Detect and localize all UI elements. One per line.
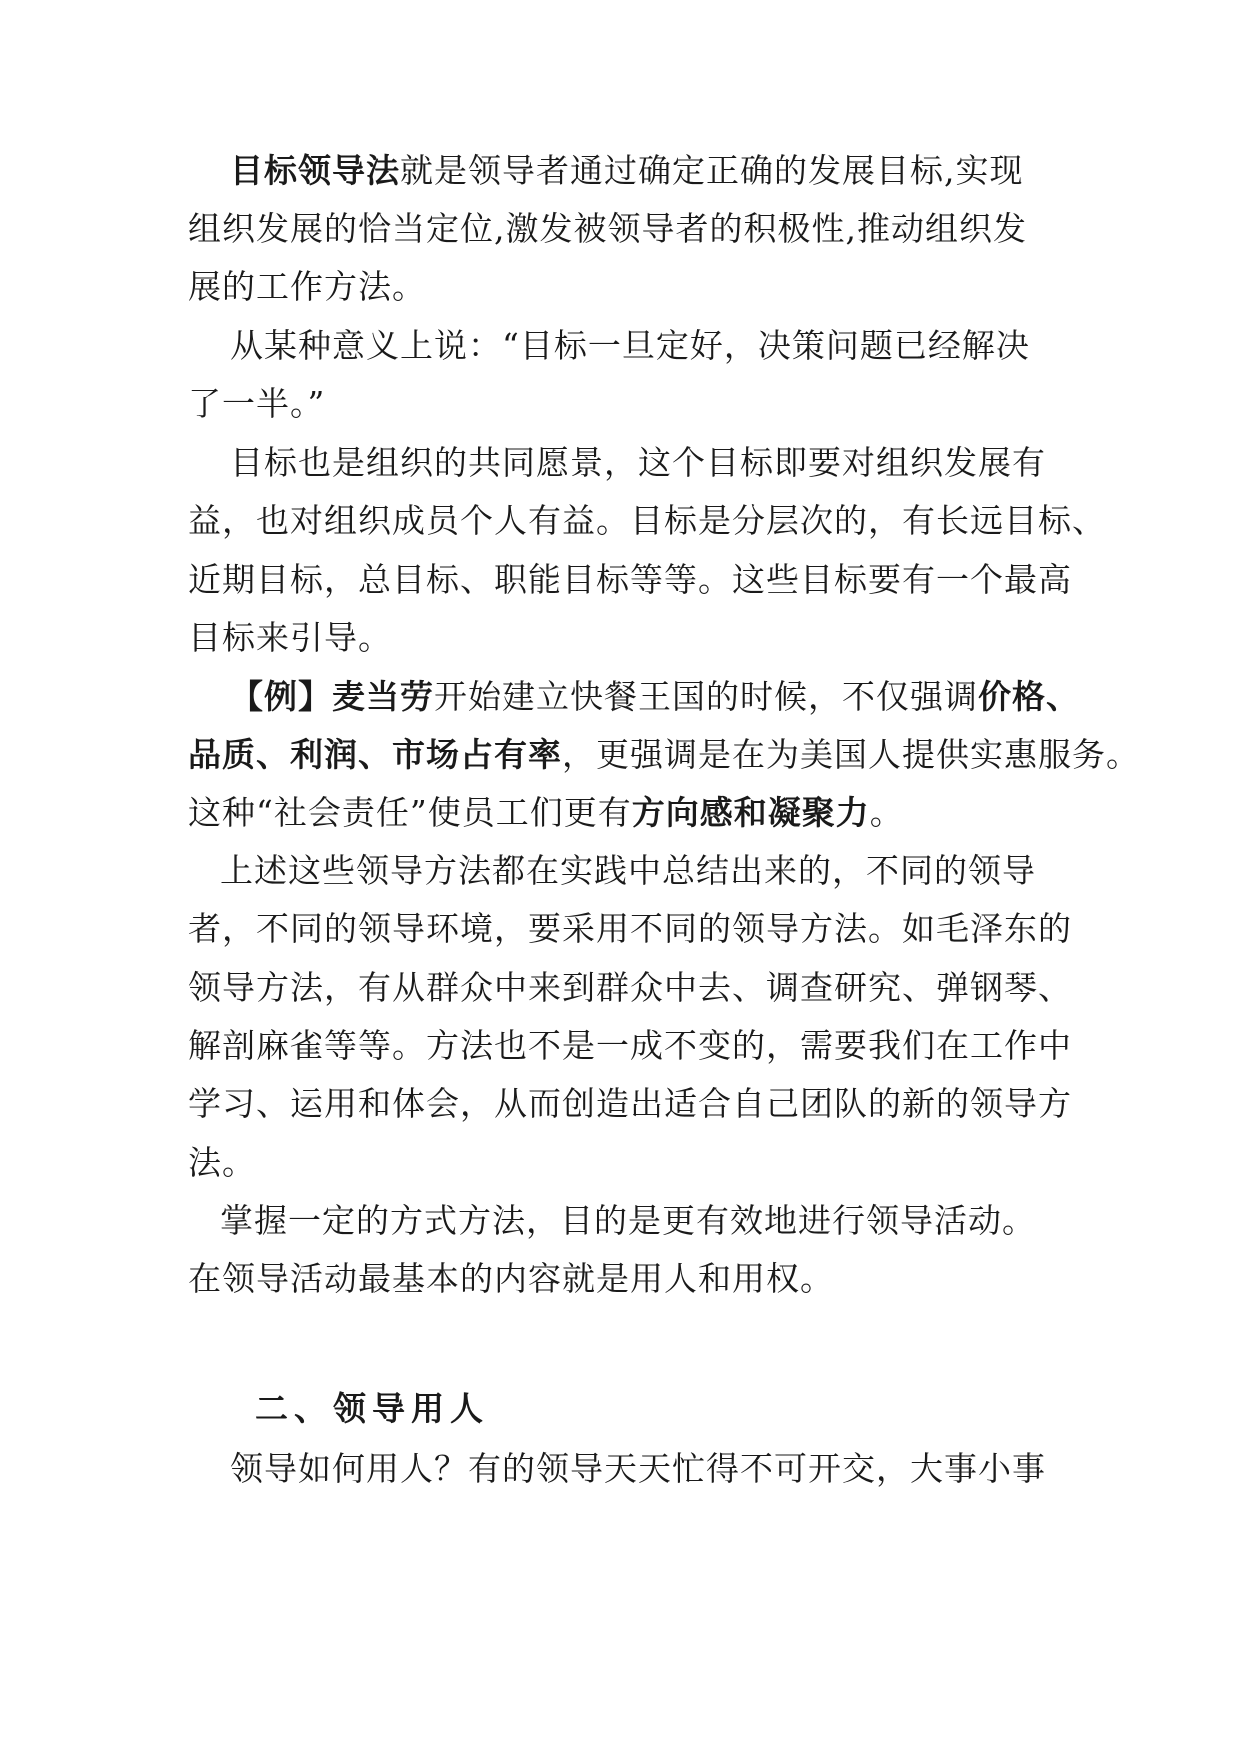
- section-heading: 二、领导用人: [255, 1389, 489, 1428]
- text-line: 在领导活动最基本的内容就是用人和用权。: [188, 1259, 834, 1298]
- text-line: 目标领导法就是领导者通过确定正确的发展目标,实现: [230, 151, 1024, 190]
- text-line: 领导方法，有从群众中来到群众中去、调查研究、弹钢琴、: [188, 968, 1072, 1007]
- text-line: 法。: [188, 1143, 256, 1182]
- example-tag: 【例】: [230, 677, 332, 716]
- text-line: 组织发展的恰当定位,激发被领导者的积极性,推动组织发: [188, 209, 1027, 248]
- text-line: 益，也对组织成员个人有益。目标是分层次的，有长远目标、: [188, 501, 1106, 540]
- text-line: 上述这些领导方法都在实践中总结出来的，不同的领导: [220, 851, 1036, 890]
- text-line: 领导如何用人？有的领导天天忙得不可开交，大事小事: [230, 1449, 1046, 1488]
- text-line: 品质、利润、市场占有率，更强调是在为美国人提供实惠服务。: [188, 735, 1140, 774]
- text-line: 展的工作方法。: [188, 267, 426, 306]
- company-name: 麦当劳: [332, 677, 434, 716]
- text-line: 这种“社会责任”使员工们更有方向感和凝聚力。: [188, 793, 904, 832]
- text-line: 了一半。”: [188, 384, 326, 423]
- text-line: 近期目标，总目标、职能目标等等。这些目标要有一个最高: [188, 560, 1072, 599]
- text-line: 者，不同的领导环境，要采用不同的领导方法。如毛泽东的: [188, 909, 1072, 948]
- text-line: 目标也是组织的共同愿景，这个目标即要对组织发展有: [230, 443, 1046, 482]
- text-line: 目标来引导。: [188, 618, 392, 657]
- bold-term: 目标领导法: [230, 151, 400, 190]
- text-line: 掌握一定的方式方法，目的是更有效地进行领导活动。: [220, 1201, 1036, 1240]
- text-line: 从某种意义上说：“目标一旦定好，决策问题已经解决: [230, 326, 1030, 365]
- text-line: 学习、运用和体会，从而创造出适合自己团队的新的领导方: [188, 1084, 1072, 1123]
- text-line: 【例】麦当劳开始建立快餐王国的时候，不仅强调价格、: [230, 677, 1080, 716]
- text-line: 解剖麻雀等等。方法也不是一成不变的，需要我们在工作中: [188, 1026, 1072, 1065]
